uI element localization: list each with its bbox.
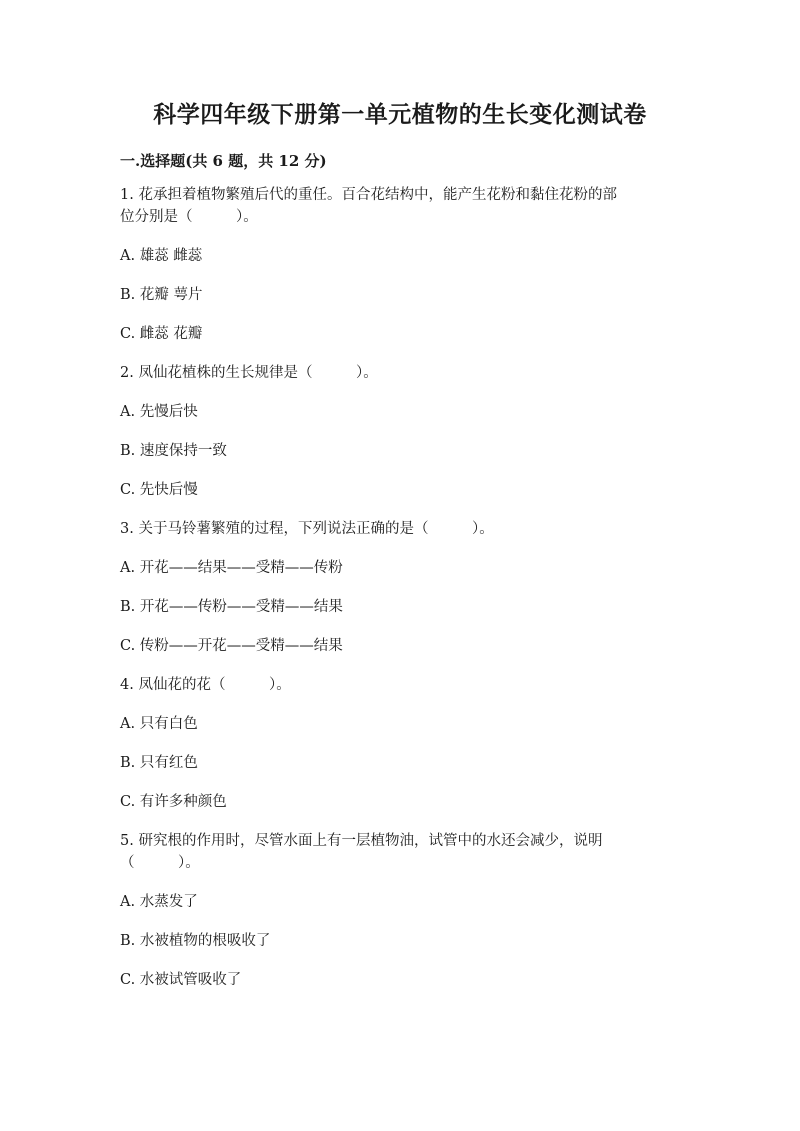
question-4 <box>120 674 680 813</box>
option-b: B. 水被植物的根吸收了 <box>120 933 271 949</box>
question-1 <box>120 184 680 345</box>
question-stem-line: 2. 凤仙花植株的生长规律是（ ）。 <box>120 365 378 381</box>
question-stem-line: 1. 花承担着植物繁殖后代的重任。百合花结构中，能产生花粉和黏住花粉的部 <box>120 187 617 203</box>
question-list <box>120 184 680 1008</box>
option-a: A. 水蒸发了 <box>120 894 198 910</box>
option-c: C. 先快后慢 <box>120 482 198 498</box>
question-2 <box>120 362 680 501</box>
question-stem-line: 4. 凤仙花的花（ ）。 <box>120 677 291 693</box>
option-c: C. 有许多种颜色 <box>120 794 227 810</box>
option-c: C. 水被试管吸收了 <box>120 972 242 988</box>
option-b: B. 花瓣 萼片 <box>120 287 203 303</box>
page-title: 科学四年级下册第一单元植物的生长变化测试卷 <box>153 101 647 128</box>
option-c: C. 传粉——开花——受精——结果 <box>120 638 343 654</box>
question-stem-line: （ ）。 <box>120 855 200 871</box>
question-5 <box>120 830 680 991</box>
option-b: B. 速度保持一致 <box>120 443 227 459</box>
question-stem-line: 5. 研究根的作用时，尽管水面上有一层植物油，试管中的水还会减少，说明 <box>120 833 603 849</box>
option-a: A. 只有白色 <box>120 716 198 732</box>
question-3 <box>120 518 680 657</box>
option-b: B. 只有红色 <box>120 755 198 771</box>
question-stem-line: 位分别是（ ）。 <box>120 209 258 225</box>
option-a: A. 开花——结果——受精——传粉 <box>120 560 343 576</box>
option-a: A. 先慢后快 <box>120 404 198 420</box>
option-a: A. 雄蕊 雌蕊 <box>120 248 203 264</box>
option-b: B. 开花——传粉——受精——结果 <box>120 599 343 615</box>
section-heading: 一.选择题(共 6 题，共 12 分) <box>120 152 327 170</box>
option-c: C. 雌蕊 花瓣 <box>120 326 203 342</box>
question-stem-line: 3. 关于马铃薯繁殖的过程，下列说法正确的是（ ）。 <box>120 521 494 537</box>
